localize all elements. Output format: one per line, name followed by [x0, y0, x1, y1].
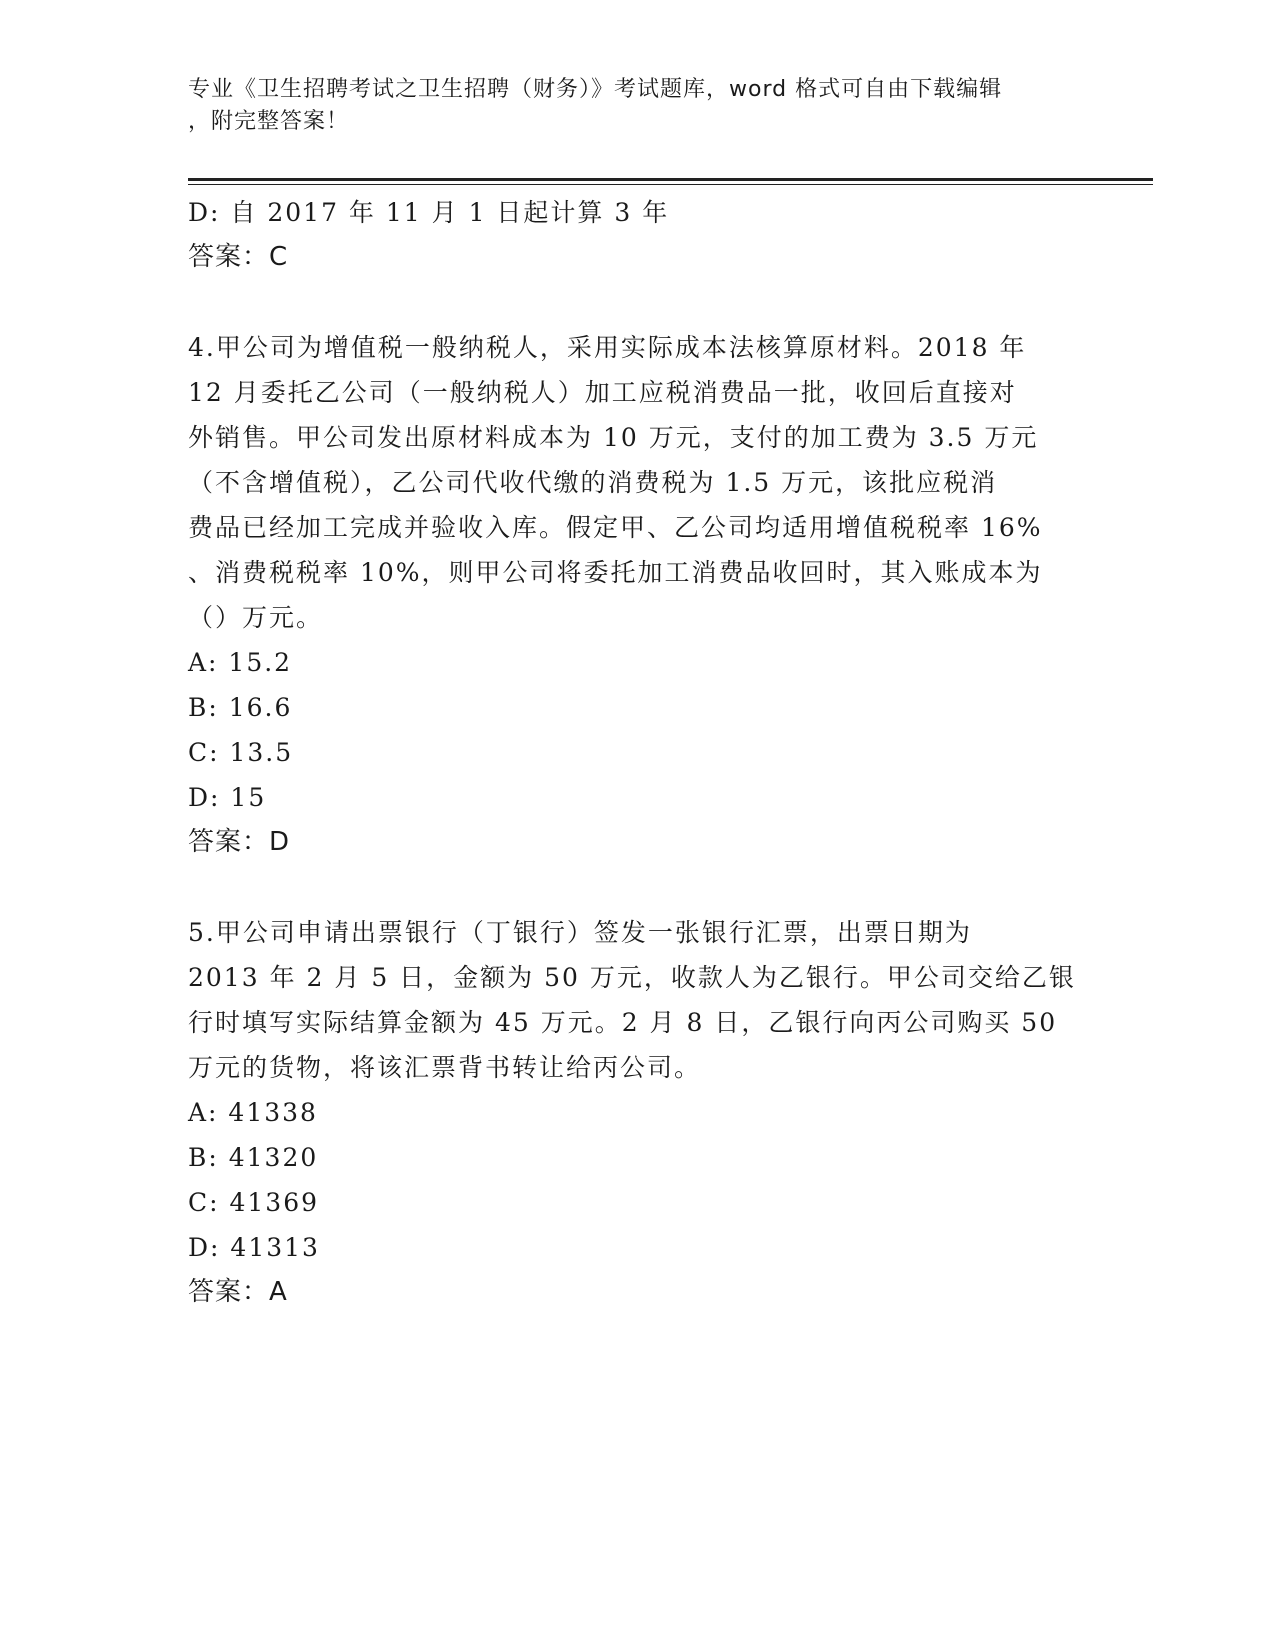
question-4-line: 12 月委托乙公司（一般纳税人）加工应税消费品一批，收回后直接对	[188, 378, 1017, 407]
question-4-option-d: D: 15	[188, 783, 267, 812]
question-5-option-a: A: 41338	[188, 1098, 318, 1127]
question-4-answer: 答案：D	[188, 827, 291, 857]
question-4-option-b: B: 16.6	[188, 693, 293, 722]
question-5-option-b: B: 41320	[188, 1143, 319, 1172]
header-divider-thick	[188, 178, 1153, 181]
question-5	[188, 910, 1088, 1090]
header-line-1: 专业《卫生招聘考试之卫生招聘（财务）》考试题库，word 格式可自由下载编辑	[188, 77, 1003, 102]
prev-answer: 答案：C	[188, 242, 289, 272]
header-line-2: ，附完整答案！	[188, 109, 350, 134]
question-5-option-d: D: 41313	[188, 1233, 320, 1262]
document-body	[188, 190, 1088, 1315]
question-5-answer: 答案：A	[188, 1277, 288, 1307]
question-4	[188, 325, 1088, 640]
question-5-option-c: C: 41369	[188, 1188, 320, 1217]
question-4-line: 4.甲公司为增值税一般纳税人，采用实际成本法核算原材料。2018 年	[188, 333, 1027, 362]
question-5-line: 行时填写实际结算金额为 45 万元。2 月 8 日，乙银行向丙公司购买 50	[188, 1008, 1058, 1037]
question-4-line: 外销售。甲公司发出原材料成本为 10 万元，支付的加工费为 3.5 万元	[188, 423, 1039, 452]
header-divider-thin	[188, 184, 1153, 185]
question-5-line: 万元的货物，将该汇票背书转让给丙公司。	[188, 1053, 702, 1082]
spacer	[188, 865, 1088, 910]
header-note	[188, 74, 1068, 138]
prev-option-d: D: 自 2017 年 11 月 1 日起计算 3 年	[188, 198, 670, 227]
spacer	[188, 280, 1088, 325]
question-4-line: 、消费税税率 10%，则甲公司将委托加工消费品收回时，其入账成本为	[188, 558, 1043, 587]
question-4-line: （不含增值税），乙公司代收代缴的消费税为 1.5 万元，该批应税消	[188, 468, 998, 497]
question-4-line: （）万元。	[188, 603, 324, 632]
question-5-line: 2013 年 2 月 5 日，金额为 50 万元，收款人为乙银行。甲公司交给乙银	[188, 963, 1076, 992]
question-4-option-a: A: 15.2	[188, 648, 293, 677]
question-4-option-c: C: 13.5	[188, 738, 294, 767]
question-4-line: 费品已经加工完成并验收入库。假定甲、乙公司均适用增值税税率 16%	[188, 513, 1043, 542]
question-5-line: 5.甲公司申请出票银行（丁银行）签发一张银行汇票，出票日期为	[188, 918, 972, 947]
